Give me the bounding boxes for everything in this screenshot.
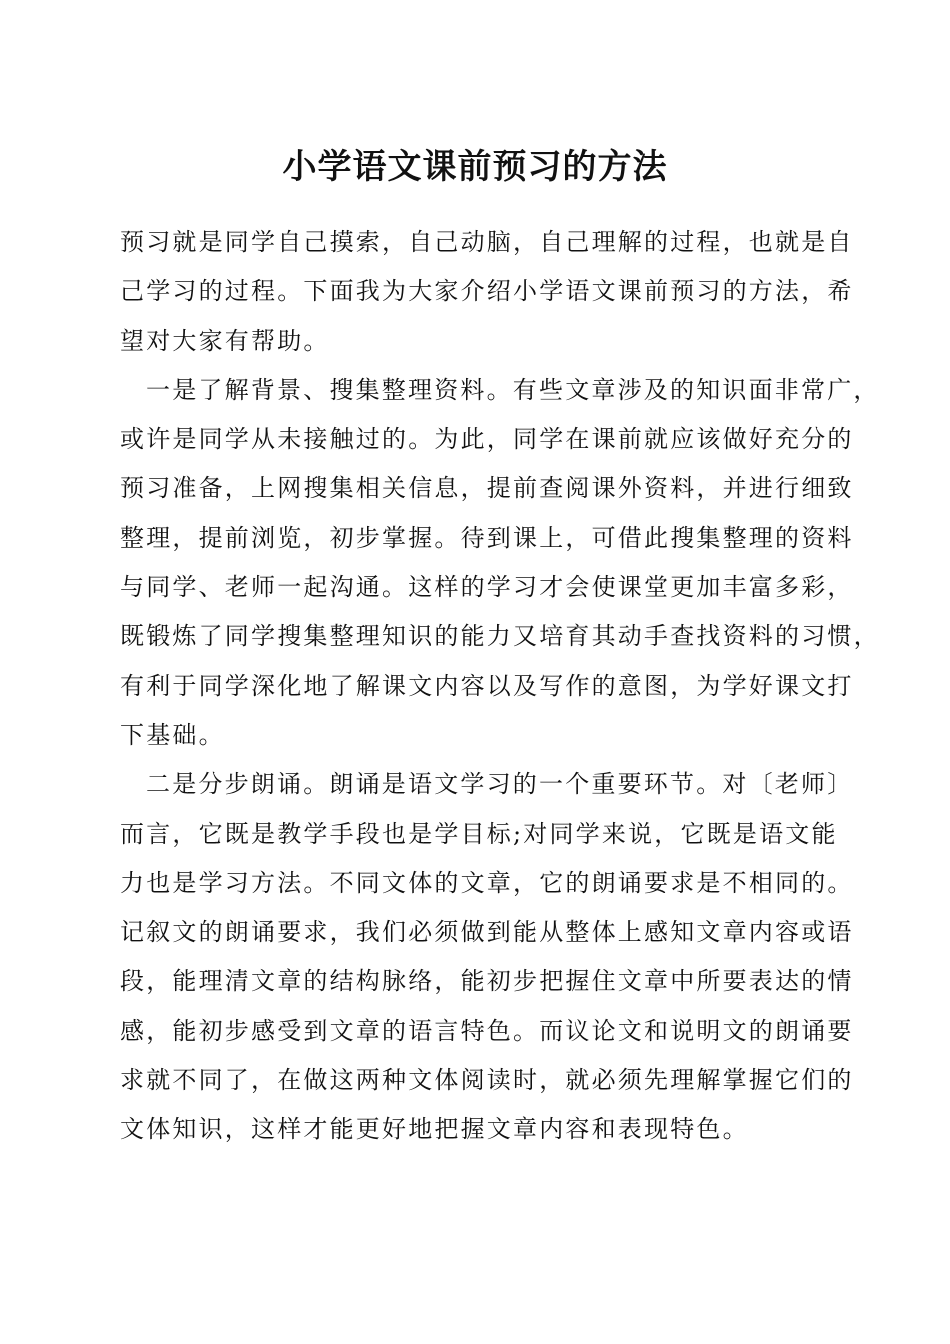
text-line: 力也是学习方法。不同文体的文章，它的朗诵要求是不相同的。 xyxy=(120,868,854,897)
paragraph-reading xyxy=(120,760,854,1154)
text-line: 有利于同学深化地了解课文内容以及写作的意图，为学好课文打 xyxy=(120,671,854,700)
text-line: 感，能初步感受到文章的语言特色。而议论文和说明文的朗诵要 xyxy=(120,1016,854,1045)
text-line: 或许是同学从未接触过的。为此，同学在课前就应该做好充分的 xyxy=(120,425,854,454)
text-line: 文体知识，这样才能更好地把握文章内容和表现特色。 xyxy=(120,1115,749,1144)
text-line: 二是分步朗诵。朗诵是语文学习的一个重要环节。对〔老师〕 xyxy=(146,770,854,799)
document-body xyxy=(120,218,880,1155)
paragraph-intro xyxy=(120,218,854,366)
text-line: 望对大家有帮助。 xyxy=(120,326,330,355)
text-line: 预习准备，上网搜集相关信息，提前查阅课外资料，并进行细致 xyxy=(120,474,854,503)
text-line: 整理，提前浏览，初步掌握。待到课上，可借此搜集整理的资料 xyxy=(120,523,854,552)
text-line: 记叙文的朗诵要求，我们必须做到能从整体上感知文章内容或语 xyxy=(120,918,854,947)
text-line: 与同学、老师一起沟通。这样的学习才会使课堂更加丰富多彩， xyxy=(120,573,854,602)
text-line: 求就不同了，在做这两种文体阅读时，就必须先理解掌握它们的 xyxy=(120,1066,854,1095)
text-line: 一是了解背景、搜集整理资料。有些文章涉及的知识面非常广， xyxy=(146,375,880,404)
paragraph-background xyxy=(120,366,880,760)
text-line: 预习就是同学自己摸索，自己动脑，自己理解的过程，也就是自 xyxy=(120,228,854,256)
document-title: 小学语文课前预习的方法 xyxy=(282,147,668,187)
text-line: 而言，它既是教学手段也是学目标;对同学来说，它既是语文能 xyxy=(120,819,838,848)
text-line: 己学习的过程。下面我为大家介绍小学语文课前预习的方法，希 xyxy=(120,277,854,306)
text-line: 下基础。 xyxy=(120,720,225,749)
text-line: 段，能理清文章的结构脉络，能初步把握住文章中所要表达的情 xyxy=(120,967,854,996)
text-line: 既锻炼了同学搜集整理知识的能力又培育其动手查找资料的习惯， xyxy=(120,622,880,651)
